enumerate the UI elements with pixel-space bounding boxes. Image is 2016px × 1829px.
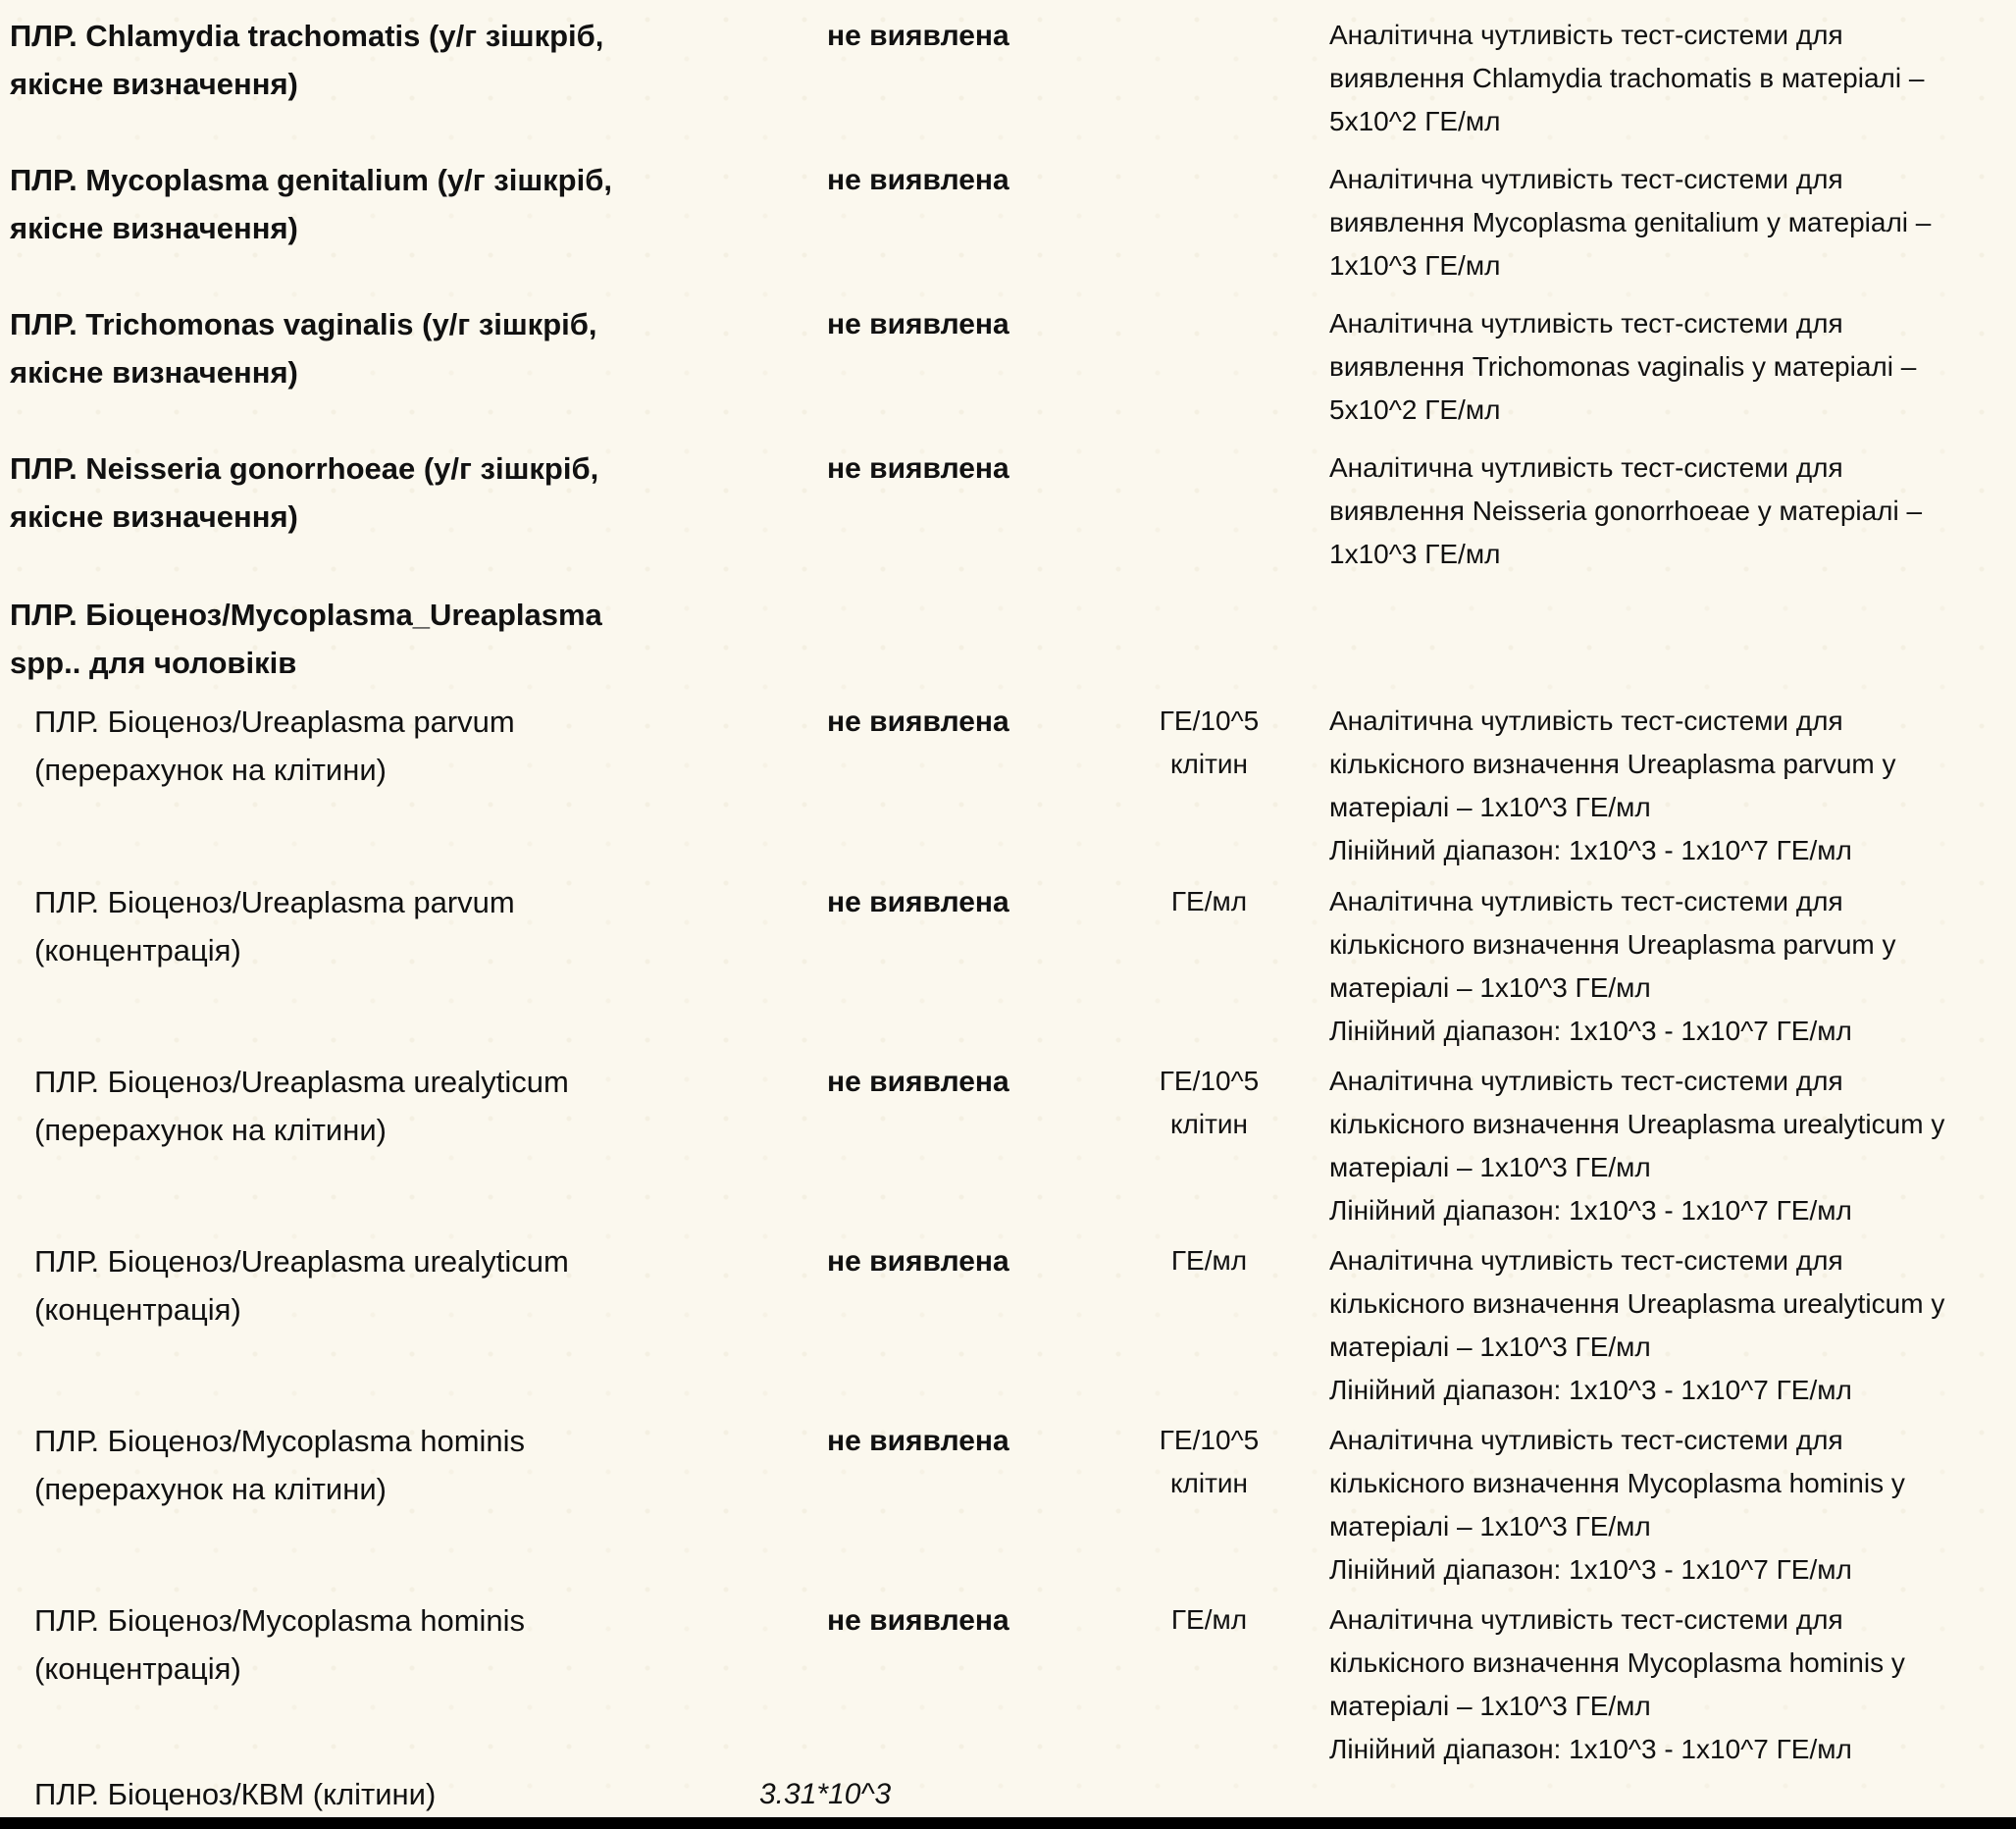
test-name: ПЛР. Біоценоз/Mycoplasma hominis (перерахунок на клітини) <box>34 1424 526 1506</box>
test-name: ПЛР. Біоценоз/Ureaplasma urealyticum (концентрація) <box>34 1244 569 1327</box>
test-comment: Аналітична чутливість тест-системи для кількісного визначення Mycoplasma hominis у матеріалі – 1x10^3 ГЕ/мл Лінійний діапазон: 1x10^3 - 1x10^7 ГЕ/мл <box>1329 1425 1905 1585</box>
test-result: не виявлена <box>827 164 1009 196</box>
test-unit: ГЕ/мл <box>1170 886 1248 916</box>
test-unit: ГЕ/10^5 клітин <box>1159 705 1260 779</box>
test-name: ПЛР. Біоценоз/КВМ (клітини) <box>34 1777 437 1811</box>
test-name: ПЛР. Біоценоз/Mycoplasma hominis (концентрація) <box>34 1603 526 1686</box>
test-unit: ГЕ/мл <box>1170 1604 1248 1635</box>
test-result: не виявлена <box>827 1425 1009 1457</box>
test-result: 3.31*10^3 <box>759 1778 892 1810</box>
test-result: не виявлена <box>827 886 1009 918</box>
test-name: ПЛР. Біоценоз/Ureaplasma parvum (концентрація) <box>34 885 515 967</box>
test-result: не виявлена <box>827 452 1009 485</box>
test-comment: Аналітична чутливість тест-системи для виявлення Trichomonas vaginalis у матеріалі – 5x10^2 ГЕ/мл <box>1329 308 1917 425</box>
test-comment: Аналітична чутливість тест-системи для виявлення Neisseria gonorrhoeae у матеріалі – 1x10^3 ГЕ/мл <box>1329 452 1923 569</box>
test-name: ПЛР. Mycoplasma genitalium (у/г зішкріб, якісне визначення) <box>10 163 612 245</box>
test-result: не виявлена <box>827 1604 1009 1637</box>
test-result: не виявлена <box>827 705 1009 738</box>
test-unit: ГЕ/10^5 клітин <box>1159 1066 1260 1139</box>
test-name: ПЛР. Trichomonas vaginalis (у/г зішкріб, якісне визначення) <box>10 307 597 390</box>
test-comment: Аналітична чутливість тест-системи для виявлення Chlamydia trachomatis в матеріалі – 5x10^2 ГЕ/мл <box>1329 20 1925 136</box>
test-result: не виявлена <box>827 20 1009 52</box>
test-result: не виявлена <box>827 308 1009 340</box>
test-result: не виявлена <box>827 1066 1009 1098</box>
test-comment: Аналітична чутливість тест-системи для кількісного визначення Ureaplasma parvum у матеріалі – 1x10^3 ГЕ/мл Лінійний діапазон: 1x10^3 - 1x10^7 ГЕ/мл <box>1329 705 1896 865</box>
test-comment: Аналітична чутливість тест-системи для кількісного визначення Mycoplasma hominis у матеріалі – 1x10^3 ГЕ/мл Лінійний діапазон: 1x10^3 - 1x10^7 ГЕ/мл <box>1329 1604 1905 1764</box>
test-name: ПЛР. Chlamydia trachomatis (у/г зішкріб, якісне визначення) <box>10 19 604 101</box>
test-unit: ГЕ/10^5 клітин <box>1159 1425 1260 1498</box>
test-result: не виявлена <box>827 1245 1009 1278</box>
test-unit: ГЕ/мл <box>1170 1245 1248 1276</box>
test-name: ПЛР. Neisseria gonorrhoeae (у/г зішкріб, якісне визначення) <box>10 451 599 534</box>
test-comment: Аналітична чутливість тест-системи для виявлення Mycoplasma genitalium у матеріалі – 1x10^3 ГЕ/мл <box>1329 164 1932 281</box>
page-bottom-border <box>0 1817 2016 1829</box>
test-comment: Аналітична чутливість тест-системи для кількісного визначення Ureaplasma urealyticum у матеріалі – 1x10^3 ГЕ/мл Лінійний діапазон: 1x10^3 - 1x10^7 ГЕ/мл <box>1329 1245 1945 1405</box>
test-name: ПЛР. Біоценоз/Ureaplasma parvum (перерахунок на клітини) <box>34 705 515 787</box>
section-title: ПЛР. Біоценоз/Mycoplasma_Ureaplasma spp.. для чоловіків <box>10 598 602 680</box>
test-comment: Аналітична чутливість тест-системи для кількісного визначення Ureaplasma parvum у матеріалі – 1x10^3 ГЕ/мл Лінійний діапазон: 1x10^3 - 1x10^7 ГЕ/мл <box>1329 886 1896 1046</box>
test-name: ПЛР. Біоценоз/Ureaplasma urealyticum (перерахунок на клітини) <box>34 1065 569 1147</box>
test-comment: Аналітична чутливість тест-системи для кількісного визначення Ureaplasma urealyticum у матеріалі – 1x10^3 ГЕ/мл Лінійний діапазон: 1x10^3 - 1x10^7 ГЕ/мл <box>1329 1066 1945 1226</box>
